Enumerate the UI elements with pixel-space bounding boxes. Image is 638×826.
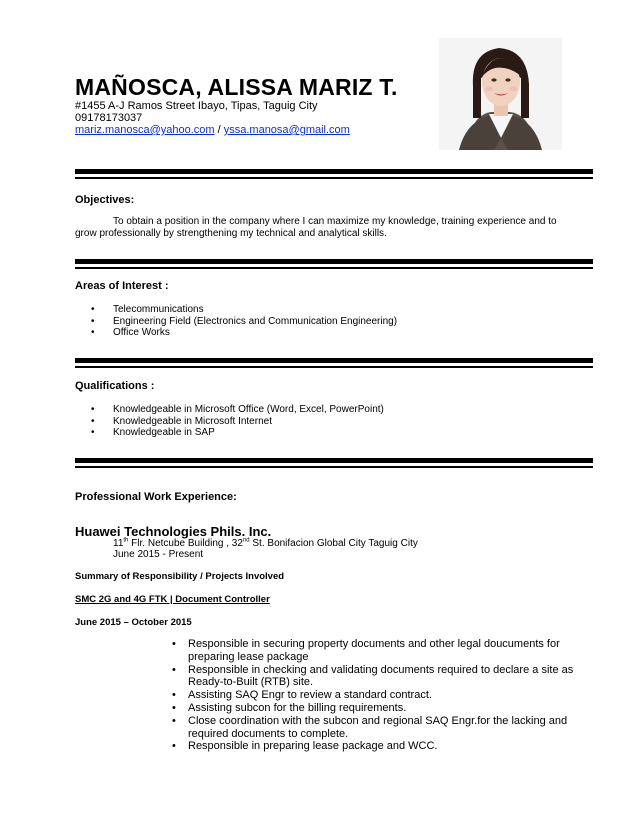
list-item: • Close coordination with the subcon and regional SAQ Engr.for the lacking and required documents to complete. xyxy=(170,715,590,741)
section-divider xyxy=(75,458,593,468)
employment-period: June 2015 - Present xyxy=(113,549,204,560)
summary-heading: Summary of Responsibility / Projects Involved xyxy=(75,571,285,582)
list-item: • Knowledgeable in Microsoft Internet xyxy=(75,416,384,428)
qualifications-heading: Qualifications : xyxy=(75,380,155,392)
section-divider xyxy=(75,259,593,269)
objectives-text: To obtain a position in the company where I can maximize my knowledge, training experience and to grow professionally by strengthening my technical and analytical skills. xyxy=(75,216,557,239)
list-item: • Responsible in checking and validating documents required to declare a site as Ready-to-Built (RTB) site. xyxy=(170,664,590,690)
email-link-yahoo[interactable]: mariz.manosca@yahoo.com xyxy=(75,124,215,136)
email-link-gmail[interactable]: yssa.manosa@gmail.com xyxy=(223,124,350,136)
list-item: • Office Works xyxy=(75,327,397,339)
section-divider xyxy=(75,358,593,368)
email-separator: / xyxy=(214,124,224,136)
phone-text: 09178173037 xyxy=(75,112,143,124)
list-item: • Telecommunications xyxy=(75,304,397,316)
list-item: • Responsible in preparing lease package and WCC. xyxy=(170,740,590,753)
interests-list xyxy=(75,304,397,339)
objectives-heading: Objectives: xyxy=(75,194,135,206)
list-item: • Engineering Field (Electronics and Communication Engineering) xyxy=(75,316,397,328)
list-item: • Assisting SAQ Engr to review a standard contract. xyxy=(170,689,590,702)
list-item: • Knowledgeable in Microsoft Office (Word, Excel, PowerPoint) xyxy=(75,404,384,416)
address-text: #1455 A-J Ramos Street Ibayo, Tipas, Taguig City xyxy=(75,100,318,112)
company-name: Huawei Technologies Phils. Inc. xyxy=(75,524,272,539)
company-address: 11th Flr. Netcube Building , 32nd St. Bonifacion Global City Taguig City xyxy=(113,537,418,549)
list-item: • Responsible in securing property documents and other legal doucuments for preparing lease package xyxy=(170,638,590,664)
qualifications-list xyxy=(75,404,384,439)
list-item: • Assisting subcon for the billing requirements. xyxy=(170,702,590,715)
project-title: SMC 2G and 4G FTK | Document Controller xyxy=(75,594,270,605)
responsibilities-list xyxy=(170,638,590,753)
email-line xyxy=(75,124,350,137)
experience-heading: Professional Work Experience: xyxy=(75,491,237,503)
applicant-photo xyxy=(439,38,562,150)
project-period: June 2015 – October 2015 xyxy=(75,617,192,628)
list-item: • Knowledgeable in SAP xyxy=(75,427,384,439)
interests-heading: Areas of Interest : xyxy=(75,280,169,292)
applicant-name: MAÑOSCA, ALISSA MARIZ T. xyxy=(75,74,398,100)
section-divider xyxy=(75,169,593,179)
